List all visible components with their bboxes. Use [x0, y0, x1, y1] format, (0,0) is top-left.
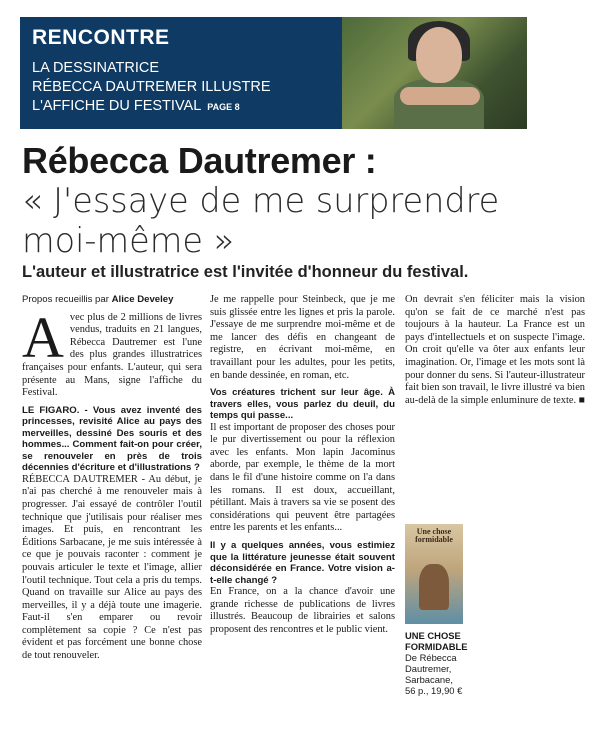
headline: Rébecca Dautremer :: [22, 140, 377, 181]
book-details: 56 p., 19,90 €: [405, 685, 463, 696]
book-byline: De Rébecca Dautremer,: [405, 652, 457, 674]
answer-3: En France, on a la chance d'avoir une grande richesse de publications de livres illustrés. Beaucoup de librairies et salons proposent des rencontres et le public vient.: [210, 586, 395, 635]
book-caption: [405, 630, 495, 696]
article-column-2: [210, 294, 395, 636]
headline-quote-line-1: « J'essaye de me surprendre: [22, 181, 500, 220]
answer-1: RÉBECCA DAUTREMER - Au début, je n'ai pas cherché à me renouveler mais à progresser. J'ai essayé de contrôler l'outil technique que j'utilisais pour réaliser mes images. Et puis, en rencontrant les Éditions Sarbacane, je me suis intéressée à ce que je pouvais raconter : comment je pouvais articuler le texte et l'image, allier l'outil technique. Tout cela a pris du temps. Quand on travaille sur Alice au pays des merveilles, il y a déjà toute une imagerie. Faut-il s'en emparer ou revoir complètement sa copie ? Ce n'est pas évident et pas forcément une bonne chose de tout renouveler.: [22, 473, 202, 662]
book-title: UNE CHOSE FORMIDABLE: [405, 630, 468, 652]
book-publisher: Sarbacane,: [405, 674, 453, 685]
teaser-banner[interactable]: [20, 17, 527, 129]
question-2: Vos créatures trichent sur leur âge. À travers elles, vous parlez du deuil, du temps qui passe...: [210, 387, 395, 422]
question-3: Il y a quelques années, vous estimiez que la littérature jeunesse était souvent déconsidérée en France. Votre vision a-t-elle changé ?: [210, 540, 395, 586]
page-reference[interactable]: PAGE 8: [207, 102, 240, 112]
answer-2: Il est important de proposer des choses pour le pur divertissement ou pour la réflexion avec les enfants. Mon lapin Jacominus aborde, par exemple, le thème de la mort dans le fil d'une histoire comme on l'a dans les romans. Il est doux, accueillant, pétillant. Mais à travers sa vie se posent des considérations qui peuvent être partagées entre les parents et les enfants...: [210, 421, 395, 534]
banner-line-3: L'AFFICHE DU FESTIVAL PAGE 8: [32, 98, 240, 114]
standfirst: L'auteur et illustratrice est l'invitée d'honneur du festival.: [22, 263, 469, 281]
article-column-3: [405, 294, 585, 407]
drop-cap: A: [22, 304, 64, 370]
author-name: Alice Develey: [111, 294, 174, 305]
article-column-1: [22, 294, 202, 663]
intro-paragraph: Avec plus de 2 millions de livres vendus, traduits en 21 langues, Rébecca Dautremer est l'une des plus grandes illustratrices françaises pour enfants. L'auteur, qui sera présente au Mans, signe l'affiche du Festival.: [22, 304, 202, 399]
answer-3-continued: On devrait s'en féliciter mais la vision qu'on se fait de ce marché n'est pas toujours à la hauteur. La France est un pays d'intellectuels et on suspecte l'image. On croit qu'elle va ôter aux enfants leur imagination. Or, l'image et les mots sont là pour donner du sens. Si l'auteur-illustrateur fait bien son travail, le livre illustré va bien au-delà de la simple enluminure de texte. ■: [405, 294, 585, 406]
answer-1-continued: Je me rappelle pour Steinbeck, que je me suis glissée entre les lignes et pris la parole. J'essaye de me surprendre moi-même et de me lancer des défis en changeant de registre, en écrivant moi-même, en travaillant pour les adultes, pour les petits, en bande dessinée, en roman, etc.: [210, 294, 395, 381]
banner-line-2: RÉBECCA DAUTREMER ILLUSTRE: [32, 79, 271, 95]
question-1: LE FIGARO. - Vous avez inventé des princesses, revisité Alice au pays des merveilles, dessiné Des souris et des hommes... Comment fait-on pour créer, se renouveler en près de trois décennies d'écriture et d'illustrations ?: [22, 404, 202, 474]
headline-quote-line-2: moi-même »: [22, 221, 235, 260]
banner-kicker: RENCONTRE: [32, 26, 170, 49]
banner-line-1: LA DESSINATRICE: [32, 60, 160, 76]
byline: Propos recueillis par Alice Develey: [22, 294, 174, 305]
book-cover: [405, 524, 463, 624]
book-cover-title: Une chose formidable: [415, 527, 453, 544]
author-photo: [342, 17, 527, 129]
